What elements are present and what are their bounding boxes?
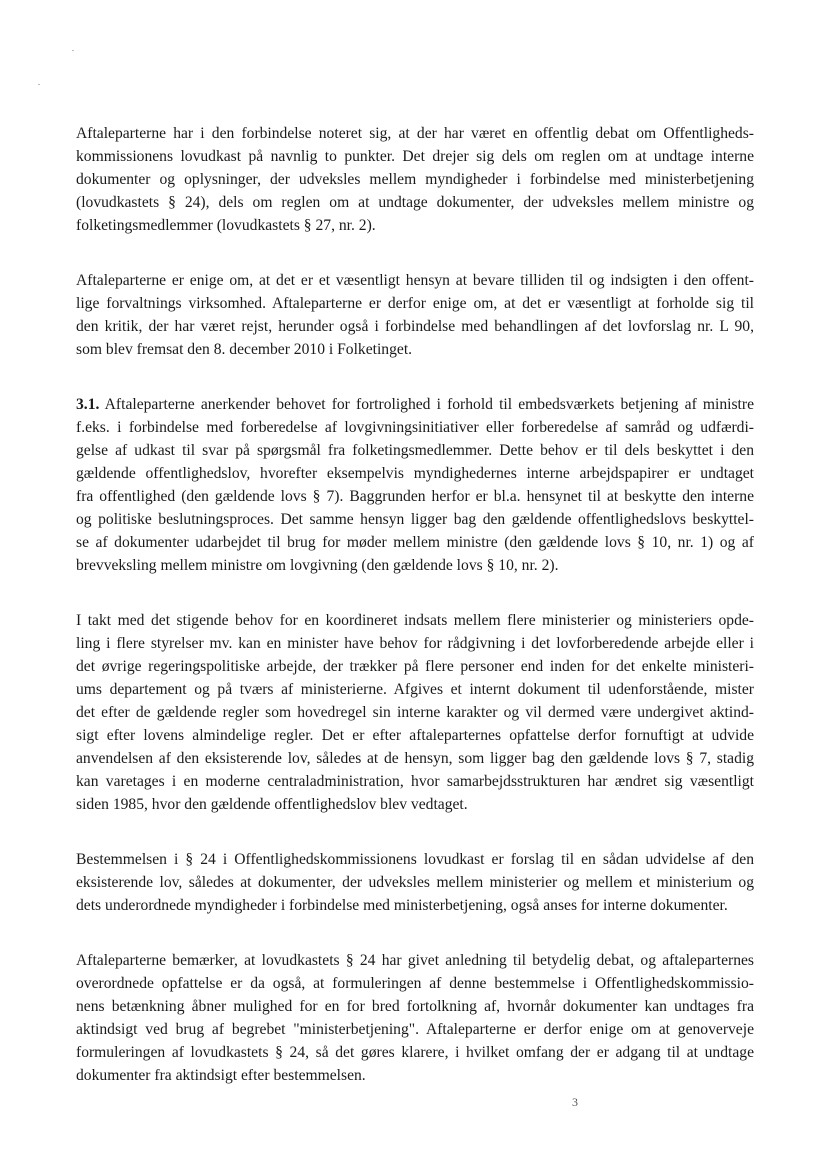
paragraph-coordination xyxy=(76,609,754,816)
text-line: anvendelsen af den eksisterende lov, således at de hensyn, som ligger bag den gældende lovs § 7, stadig xyxy=(76,750,754,767)
text-line: kan varetages i en moderne centraladministration, hvor samarbejdsstrukturen har ændret sig væsentligt xyxy=(76,773,754,790)
text-line: ling i flere styrelser mv. kan en minister have behov for rådgivning i det lovforberedende arbejde eller i xyxy=(76,635,754,652)
text-line: nens betænkning åbner mulighed for en for bred fortolkning af, hvornår dokumenter kan undtages fra xyxy=(76,998,754,1015)
document-page xyxy=(76,122,754,1119)
text-line: eksisterende lov, således at dokumenter, der udveksles mellem ministerier og mellem et ministerium og xyxy=(76,874,754,891)
text-line: gelse af udkast til svar på spørgsmål fra folketingsmedlemmer. Dette behov er til dels beskyttet i den xyxy=(76,442,754,459)
paragraph-trust xyxy=(76,269,754,361)
text-line: gældende offentlighedslov, hvorefter eksempelvis myndighedernes interne arbejdspapirer er undtaget xyxy=(76,465,754,482)
text-line: (lovudkastets § 24), dels om reglen om at undtage dokumenter, der udveksles mellem ministre og xyxy=(76,194,754,211)
text-line: dokumenter fra aktindsigt efter bestemmelsen. xyxy=(76,1067,366,1084)
text-line: det efter de gældende regler som hovedregel sin interne karakter og vil dermed være undergivet aktind- xyxy=(76,704,754,721)
text-line: og politiske beslutningsproces. Det samme hensyn ligger bag den gældende offentlighedslovs beskyttel- xyxy=(76,511,754,528)
text-line: sigt efter lovens almindelige regler. Det er efter aftaleparternes opfattelse derfor fornuftigt at udvide xyxy=(76,727,754,744)
paragraph-section-24 xyxy=(76,848,754,917)
paragraph-section-3-1 xyxy=(76,393,754,577)
text-line: siden 1985, hvor den gældende offentlighedslov blev vedtaget. xyxy=(76,796,468,813)
text-line: kommissionens lovudkast på navnlig to punkter. Det drejer sig dels om reglen om at undtage interne xyxy=(76,148,754,165)
text-line xyxy=(76,393,754,416)
text-line: dokumenter og oplysninger, der udveksles mellem myndigheder i forbindelse med ministerbetjening xyxy=(76,171,754,188)
text-line: det øvrige regeringspolitiske arbejde, der trækker på flere personer end inden for det enkelte ministeri- xyxy=(76,658,754,675)
text-line: f.eks. i forbindelse med forberedelse af lovgivningsinitiativer eller forberedelse af samråd og udfærdi- xyxy=(76,419,754,436)
text-line: overordnede opfattelse er da også, at formuleringen af denne bestemmelse i Offentlighedskommissio- xyxy=(76,975,754,992)
text-line: formuleringen af lovudkastets § 24, så det gøres klarere, i hvilket omfang der er adgang til at undtage xyxy=(76,1044,754,1061)
text-line: folketingsmedlemmer (lovudkastets § 27, nr. 2). xyxy=(76,217,376,234)
text-line: Aftaleparterne har i den forbindelse noteret sig, at der har været en offentlig debat om Offentligheds- xyxy=(76,125,754,142)
text-line: ums departement og på tværs af ministerierne. Afgives et internt dokument til udenforstående, mister xyxy=(76,681,754,698)
text-line: lige forvaltnings virksomhed. Aftaleparterne er derfor enige om, at det er væsentligt at forholde sig til xyxy=(76,295,754,312)
text-line: se af dokumenter udarbejdet til brug for møder mellem ministre (den gældende lovs § 10, nr. 1) og af xyxy=(76,534,754,551)
text-line: brevveksling mellem ministre om lovgivning (den gældende lovs § 10, nr. 2). xyxy=(76,557,559,574)
text-line: Aftaleparterne bemærker, at lovudkastets § 24 har givet anledning til betydelig debat, og aftaleparternes xyxy=(76,952,754,969)
text-line: fra offentlighed (den gældende lovs § 7). Baggrunden herfor er bl.a. hensynet til at beskytte den interne xyxy=(76,488,754,505)
text-line: dets underordnede myndigheder i forbindelse med ministerbetjening, også anses for interne dokumenter. xyxy=(76,897,728,914)
scan-speck xyxy=(72,50,74,51)
text-line: I takt med det stigende behov for en koordineret indsats mellem flere ministerier og ministeriers opde- xyxy=(76,612,754,629)
paragraph-remarks xyxy=(76,949,754,1087)
text-line-rest: Aftaleparterne anerkender behovet for fortrolighed i forhold til embedsværkets betjening af ministre xyxy=(99,396,754,413)
text-line: aktindsigt ved brug af begrebet "ministerbetjening". Aftaleparterne er derfor enige om at genoverveje xyxy=(76,1021,754,1038)
page-number: 3 xyxy=(572,1095,578,1109)
scan-speck xyxy=(38,84,40,85)
section-number: 3.1. xyxy=(76,396,100,413)
paragraph-debate-note xyxy=(76,122,754,237)
text-line: Bestemmelsen i § 24 i Offentlighedskommissionens lovudkast er forslag til en sådan udvidelse af den xyxy=(76,851,754,868)
text-line: Aftaleparterne er enige om, at det er et væsentligt hensyn at bevare tilliden til og indsigten i den offent- xyxy=(76,272,754,289)
text-line: som blev fremsat den 8. december 2010 i Folketinget. xyxy=(76,341,413,358)
text-line: den kritik, der har været rejst, herunder også i forbindelse med behandlingen af det lovforslag nr. L 90, xyxy=(76,318,754,335)
